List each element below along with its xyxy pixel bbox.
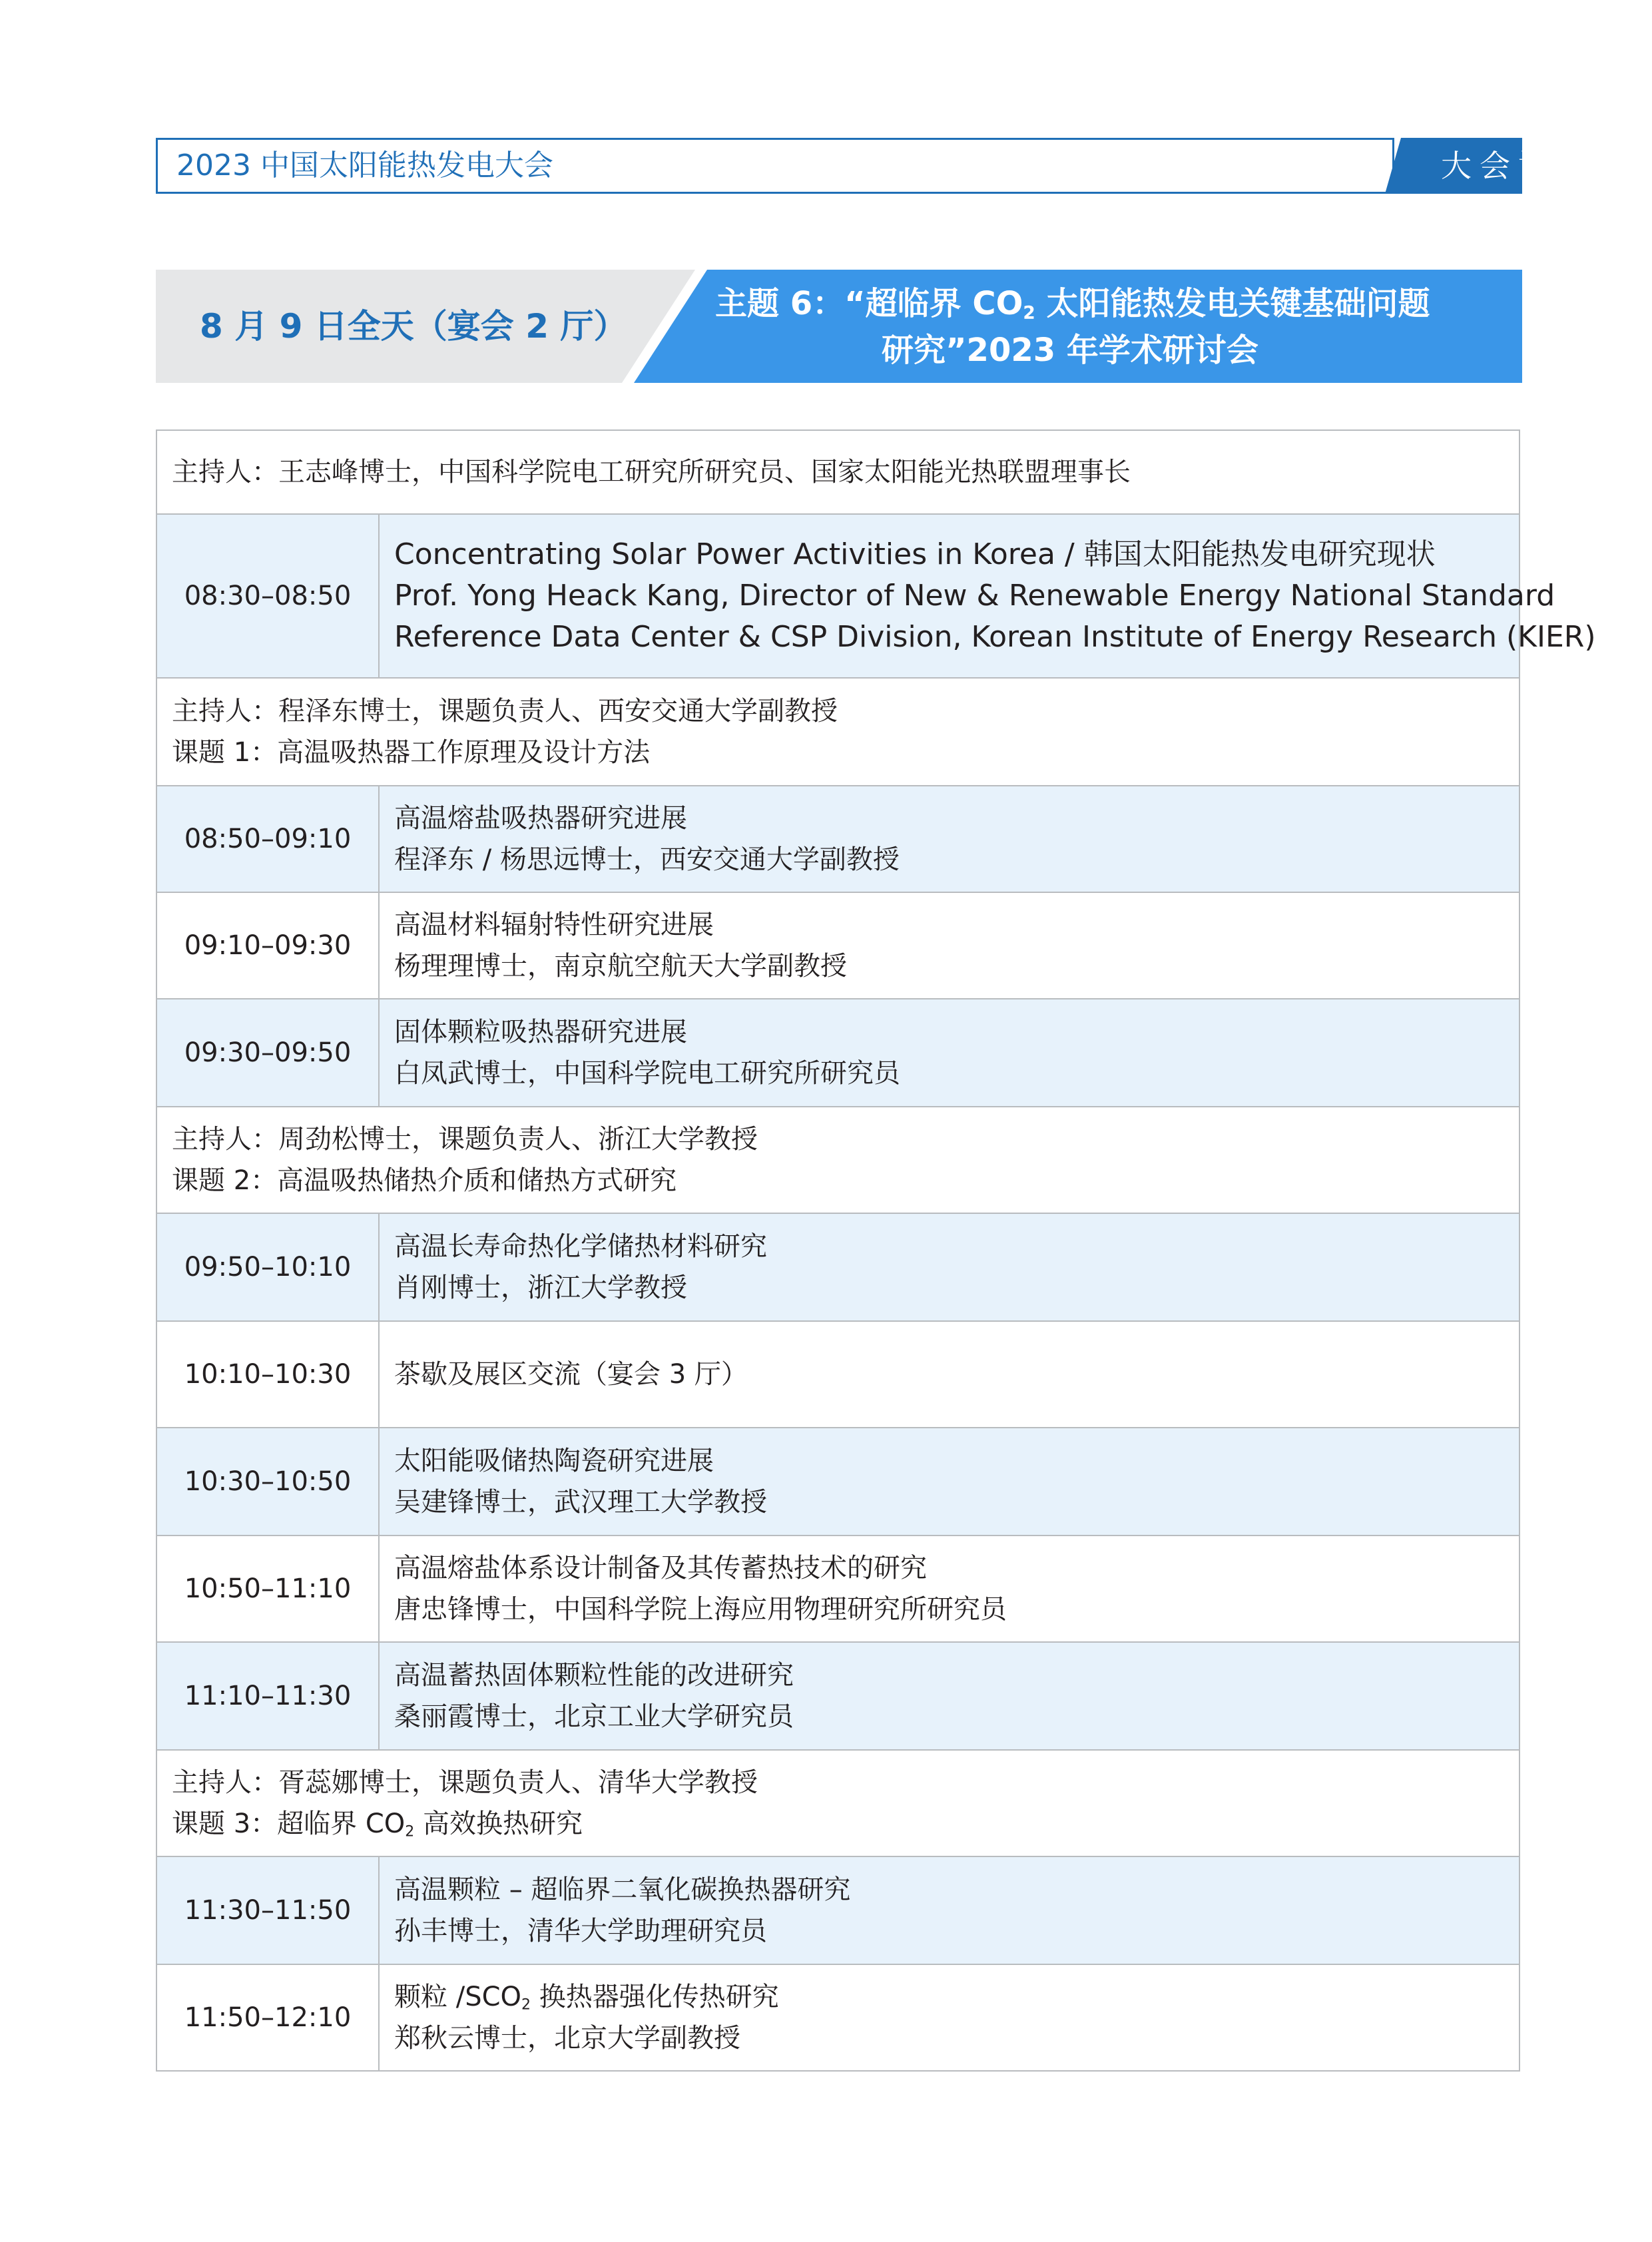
host-text: 主持人：王志峰博士，中国科学院电工研究所研究员、国家太阳能光热联盟理事长 (172, 457, 1131, 487)
talk-title: 高温颗粒 – 超临界二氧化碳换热器研究 (394, 1874, 851, 1905)
speaker-line2: Reference Data Center & CSP Division, Korean Institute of Energy Research (KIER) (394, 620, 1596, 654)
section-label: 大会议程 (1441, 148, 1595, 184)
agenda-row (157, 786, 1519, 893)
talk-title: 高温熔盐吸热器研究进展 (394, 803, 687, 834)
agenda-row (157, 1857, 1519, 1965)
speaker: 吴建锋博士，武汉理工大学教授 (394, 1487, 767, 1518)
agenda-row (157, 515, 1596, 679)
session-theme (715, 280, 1514, 374)
title-prefix: 颗粒 /SCO (394, 1982, 521, 2012)
host-row (157, 1751, 1519, 1857)
agenda-row (157, 893, 1519, 999)
theme-line2: 研究”2023 年学术研讨会 (882, 332, 1258, 369)
time-slot: 11:30–11:50 (157, 1857, 380, 1964)
speaker: 桑丽霞博士，北京工业大学研究员 (394, 1701, 794, 1732)
session-banner (156, 270, 1522, 383)
time-slot: 09:10–09:30 (157, 893, 380, 998)
time-slot: 08:50–09:10 (157, 786, 380, 892)
talk-title: 太阳能吸储热陶瓷研究进展 (394, 1446, 714, 1476)
break-row (157, 1322, 1519, 1428)
talk-title (394, 1976, 1519, 2018)
topic-text: 课题 1：高温吸热器工作原理及设计方法 (172, 737, 651, 768)
break-text: 茶歇及展区交流（宴会 3 厅） (394, 1359, 748, 1390)
time-slot: 10:50–11:10 (157, 1536, 380, 1641)
header-title-box (156, 138, 1394, 194)
talk-title: 固体颗粒吸热器研究进展 (394, 1017, 687, 1047)
time-slot: 10:10–10:30 (157, 1322, 380, 1427)
theme-subscript: 2 (1023, 302, 1035, 324)
time-slot: 10:30–10:50 (157, 1428, 380, 1535)
agenda-row (157, 1428, 1519, 1536)
speaker: 程泽东 / 杨思远博士，西安交通大学副教授 (394, 844, 900, 875)
talk-title: 高温材料辐射特性研究进展 (394, 910, 714, 940)
agenda-row (157, 1965, 1519, 2070)
speaker: 杨理理博士，南京航空航天大学副教授 (394, 951, 847, 981)
host-text: 主持人：胥蕊娜博士，课题负责人、清华大学教授 (172, 1767, 758, 1798)
conference-title: 2023 中国太阳能热发电大会 (176, 148, 553, 182)
topic-subscript: 2 (405, 1823, 415, 1840)
talk-title: 高温蓄热固体颗粒性能的改进研究 (394, 1660, 794, 1691)
time-slot: 09:50–10:10 (157, 1214, 380, 1320)
time-slot: 11:50–12:10 (157, 1965, 380, 2070)
talk-title: 高温长寿命热化学储热材料研究 (394, 1231, 767, 1262)
host-row (157, 679, 1519, 786)
speaker: 唐忠锋博士，中国科学院上海应用物理研究所研究员 (394, 1594, 1007, 1625)
host-text: 主持人：周劲松博士，课题负责人、浙江大学教授 (172, 1124, 758, 1155)
speaker-line1: Prof. Yong Heack Kang, Director of New & Renewable Energy National Standard (394, 579, 1555, 613)
talk-title: Concentrating Solar Power Activities in Korea / 韩国太阳能热发电研究现状 (394, 537, 1436, 571)
page-header (156, 138, 1595, 194)
topic-suffix: 高效换热研究 (414, 1809, 583, 1839)
talk-title: 高温熔盐体系设计制备及其传蓄热技术的研究 (394, 1553, 927, 1583)
topic-prefix: 课题 3：超临界 CO (172, 1809, 406, 1839)
title-subscript: 2 (521, 1996, 531, 2014)
speaker: 肖刚博士，浙江大学教授 (394, 1272, 687, 1303)
speaker: 郑秋云博士，北京大学副教授 (394, 2023, 740, 2054)
host-row (157, 431, 1519, 515)
topic-text (172, 1803, 1519, 1844)
agenda-row (157, 999, 1519, 1107)
speaker: 白凤武博士，中国科学院电工研究所研究员 (394, 1058, 900, 1089)
theme-suffix: 太阳能热发电关键基础问题 (1035, 285, 1430, 322)
host-row (157, 1107, 1519, 1214)
time-slot: 11:10–11:30 (157, 1643, 380, 1749)
title-suffix: 换热器强化传热研究 (531, 1982, 779, 2012)
session-date: 8 月 9 日全天（宴会 2 厅） (200, 307, 627, 346)
time-slot: 09:30–09:50 (157, 999, 380, 1106)
agenda-row (157, 1643, 1519, 1751)
speaker: 孙丰博士，清华大学助理研究员 (394, 1916, 767, 1946)
host-text: 主持人：程泽东博士，课题负责人、西安交通大学副教授 (172, 696, 838, 726)
agenda-row (157, 1536, 1519, 1643)
agenda-row (157, 1214, 1519, 1322)
agenda-table (156, 429, 1596, 2072)
time-slot: 08:30–08:50 (157, 515, 380, 677)
theme-prefix: 主题 6：“超临界 CO (715, 285, 1023, 322)
topic-text: 课题 2：高温吸热储热介质和储热方式研究 (172, 1165, 677, 1196)
